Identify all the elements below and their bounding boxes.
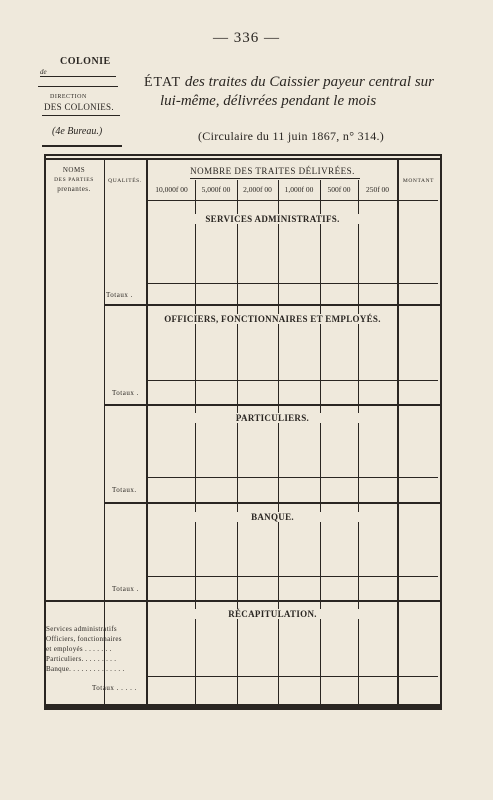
header-montant: MONTANT	[402, 178, 435, 184]
des-colonies-label: DES COLONIES.	[44, 102, 114, 112]
totaux-rule-3	[148, 477, 438, 478]
de-label: de	[40, 68, 47, 76]
denomination-250: 250f 00	[365, 185, 390, 194]
totaux-rule-4	[148, 576, 438, 577]
denom-divider-4	[320, 180, 321, 706]
recap-line-particuliers: Particuliers. . . . . . . . .	[46, 655, 117, 663]
recap-list	[46, 624, 150, 674]
title-line-1	[144, 74, 434, 91]
header-noms: NOMS	[62, 166, 86, 174]
section-services-administratifs: SERVICES ADMINISTRATIFS.	[148, 214, 397, 224]
totaux-particuliers: Totaux.	[112, 486, 137, 494]
colonie-rule	[40, 76, 116, 77]
recap-line-officiers: Officiers, fonctionnaires	[46, 635, 122, 643]
bureau-rule	[42, 145, 122, 147]
direction-label: DIRECTION	[50, 94, 87, 100]
section-particuliers: PARTICULIERS.	[148, 413, 397, 423]
denom-divider-2	[237, 180, 238, 706]
section-officiers: OFFICIERS, FONCTIONNAIRES ET EMPLOYÉS.	[148, 314, 397, 324]
section-banque: BANQUE.	[148, 512, 397, 522]
denomination-2000: 2,000f 00	[243, 185, 272, 194]
title-etat: ÉTAT	[144, 75, 182, 90]
recap-line-employes: et employés . . . . . . .	[46, 645, 112, 653]
recap-line-banque: Banque. . . . . . . . . . . . . .	[46, 665, 125, 673]
denomination-500: 500f 00	[327, 185, 351, 194]
title-rest: des traites du Caissier payeur central sur	[181, 74, 434, 90]
totaux-officiers: Totaux .	[112, 389, 139, 397]
denom-divider-5	[358, 180, 359, 706]
section-divider-1	[104, 304, 440, 306]
header-nombre-traites: NOMBRE DES TRAITES DÉLIVRÉES.	[190, 166, 355, 176]
circular-reference: (Circulaire du 11 juin 1867, n° 314.)	[198, 129, 385, 143]
totaux-rule-5	[148, 676, 438, 677]
header-noms-sub1: DES PARTIES	[54, 177, 94, 183]
colonie-rule-2	[38, 86, 118, 87]
header-nombre-rule	[190, 178, 360, 179]
header-noms-sub2: prenantes.	[57, 185, 91, 193]
denom-divider-1	[195, 180, 196, 706]
totaux-banque: Totaux .	[112, 585, 139, 593]
totaux-rule-2	[148, 380, 438, 381]
section-divider-3	[104, 502, 440, 504]
direction-rule	[42, 115, 120, 116]
header-bottom-rule	[148, 200, 438, 201]
section-divider-2	[104, 404, 440, 406]
totaux-recapitulation: Totaux . . . . .	[92, 684, 137, 692]
section-recapitulation: RÉCAPITULATION.	[148, 609, 397, 619]
colonie-label: COLONIE	[60, 56, 111, 67]
page-number: — 336 —	[213, 30, 280, 46]
denomination-10000: 10,000f 00	[155, 185, 188, 194]
recap-line-services: Services administratifs	[46, 625, 117, 633]
header-qualites: QUALITÉS.	[108, 178, 142, 184]
title-line-2: lui-même, délivrées pendant le mois	[160, 93, 377, 109]
totaux-rule-1	[148, 283, 438, 284]
denomination-5000: 5,000f 00	[201, 185, 231, 194]
col-divider-montant	[397, 160, 399, 706]
denom-divider-3	[278, 180, 279, 706]
section-divider-4	[44, 600, 440, 602]
denomination-1000: 1,000f 00	[284, 185, 314, 194]
totaux-services: Totaux .	[106, 291, 133, 299]
bureau-label: (4e Bureau.)	[52, 126, 103, 137]
